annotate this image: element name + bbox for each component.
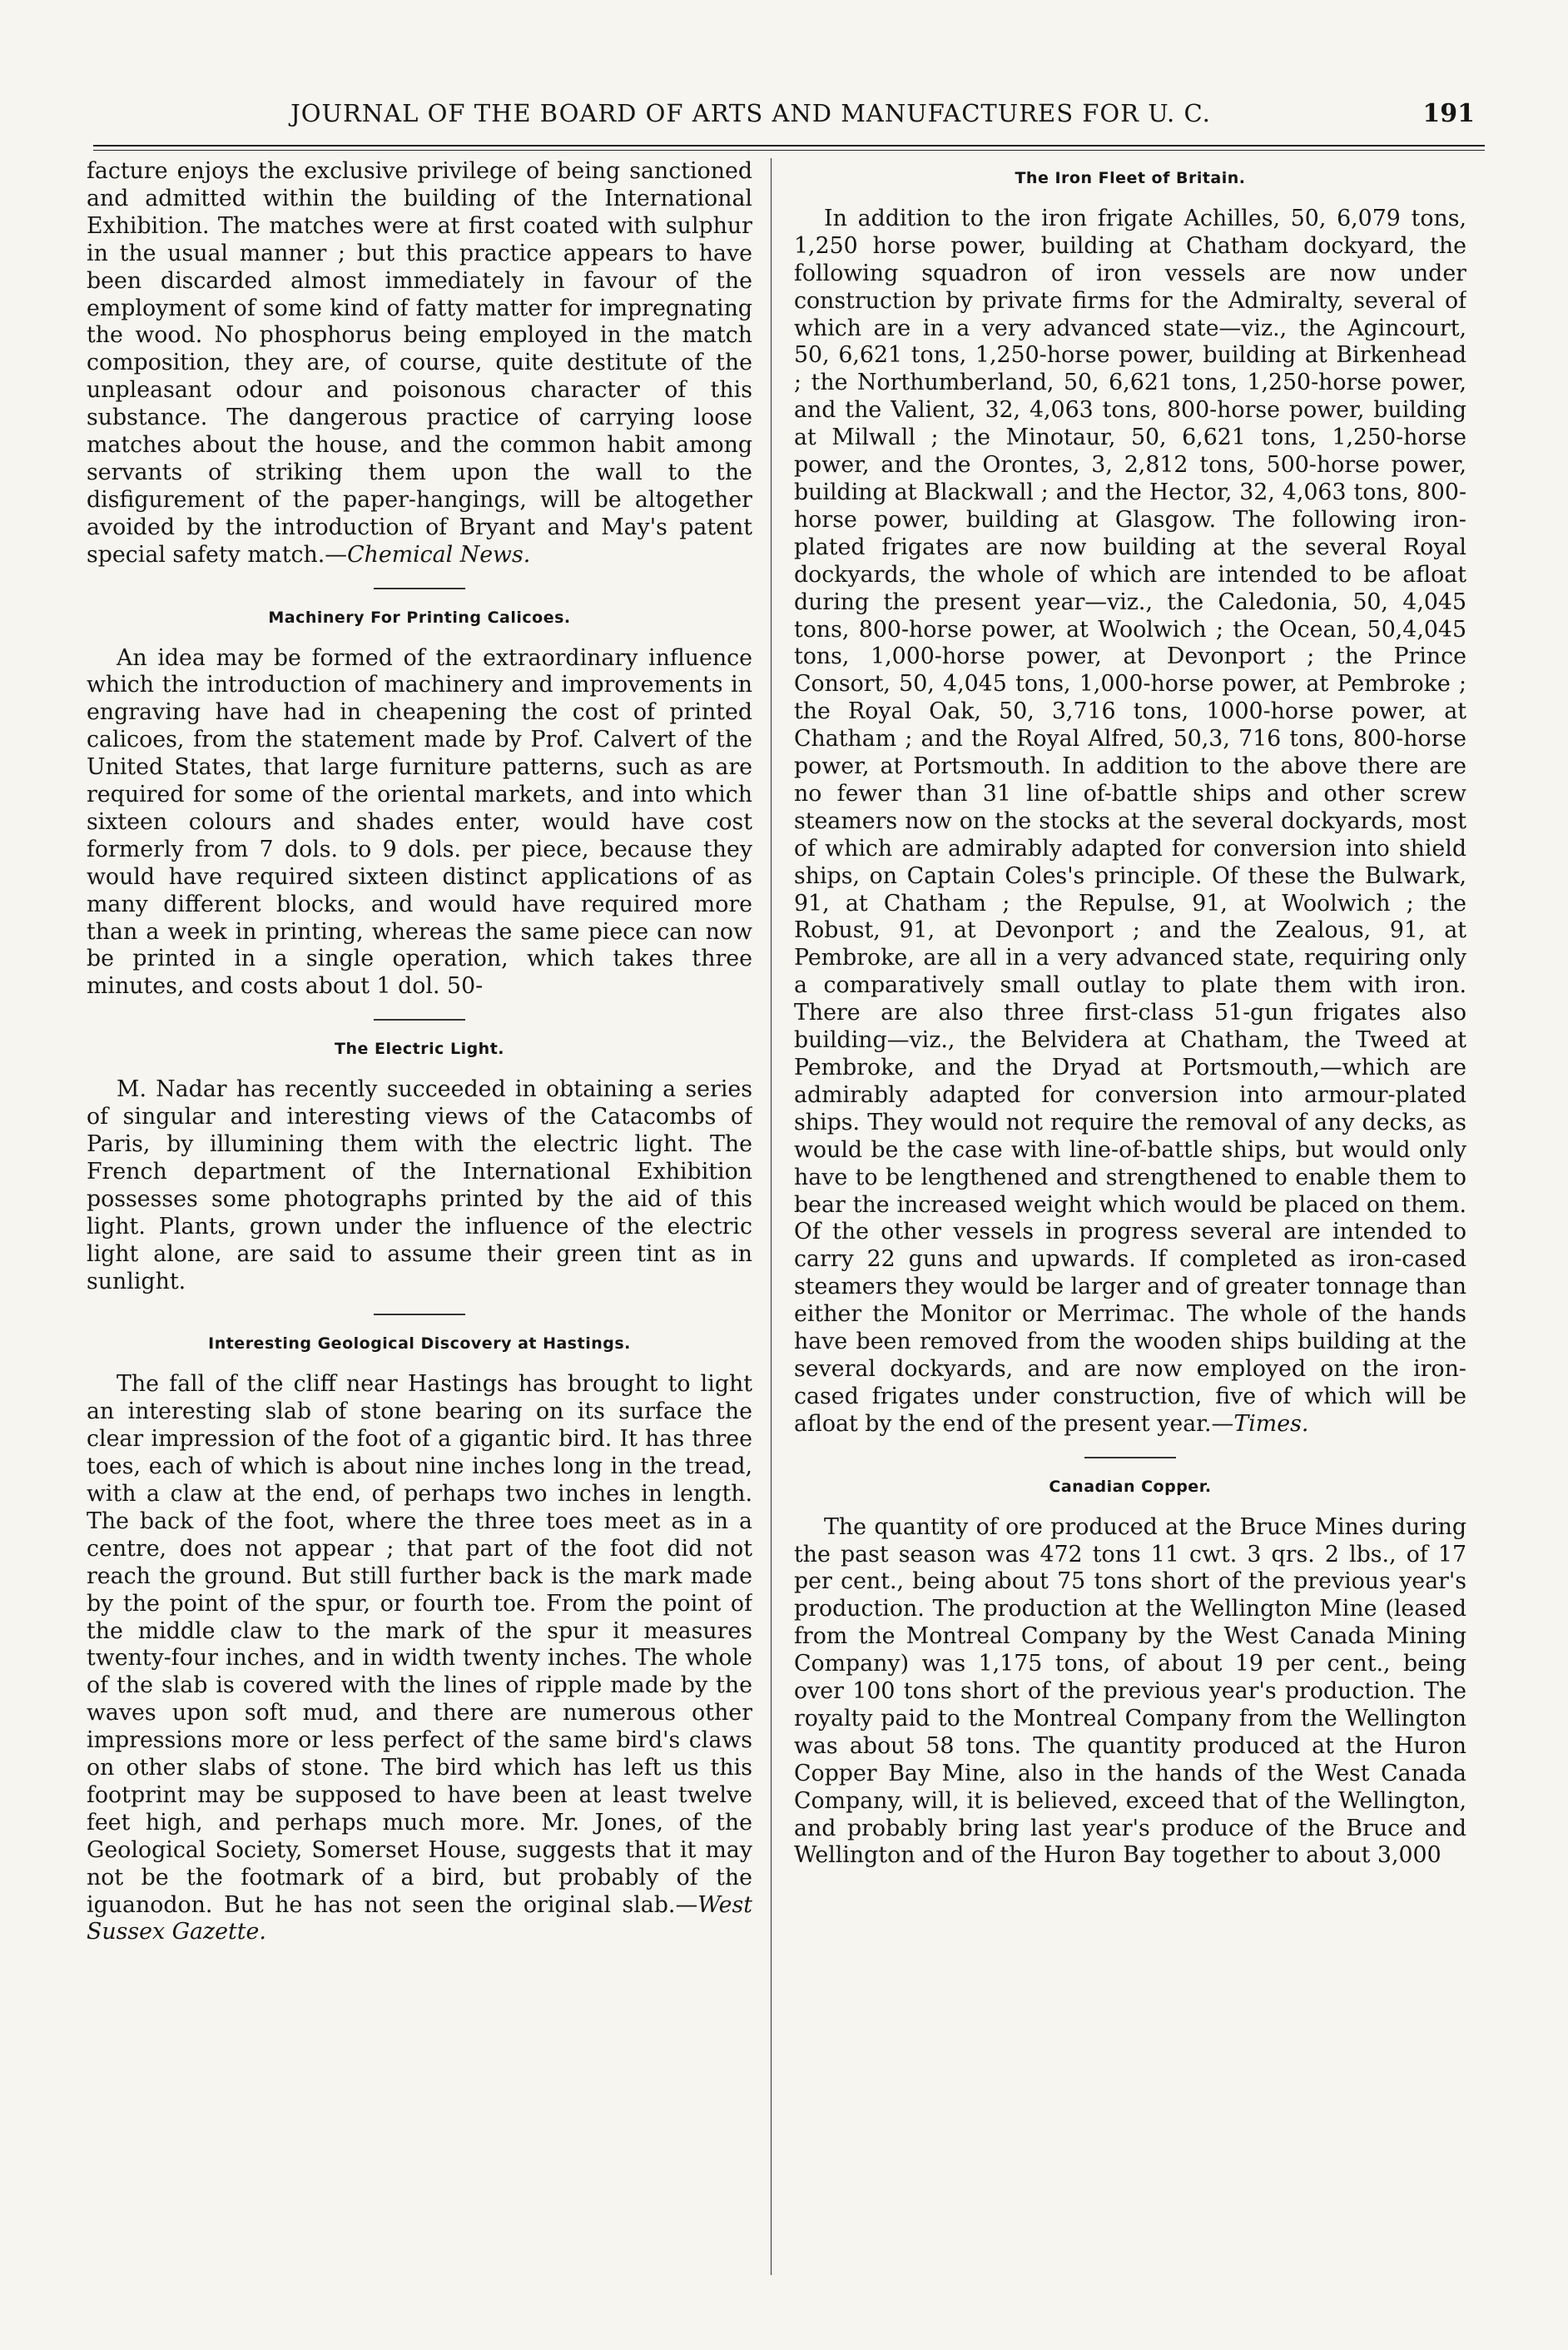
article-body [794,206,1466,1438]
journal-title: JOURNAL OF THE BOARD OF ARTS AND MANUFACTURES FOR U. C. [290,99,1211,127]
article-citation: Chemical News. [347,541,531,568]
article-text: The fall of the cliff near Hastings has brought to light an interesting slab of stone bearing on its surface the clear impression of the foot of a gigantic bird. It has three toes, each of which is about nine inches long in the tread, with a claw at the end, of perhaps two inches in length. The back of the foot, where the three toes meet as in a centre, does not appear ; that part of the foot did not reach the ground. But still further back is the mark made by the point of the spur, or fourth toe. From the point of the middle claw to the mark of the spur it measures twenty-four inches, and in width twenty inches. The whole of the slab is covered with the lines of ripple made by the waves upon soft mud, and there are numerous other impressions more or less perfect of the same bird's claws on other slabs of stone. The bird which has left us this footprint may be supposed to have been at least twelve feet high, and perhaps much more. Mr. Jones, of the Geological Society, Somerset House, suggests that it may not be the footmark of a bird, but probably of the iguanodon. But he has not seen the original slab.— [87,1371,752,1918]
section-divider [374,1314,465,1315]
article-body [87,1371,752,1946]
header-rule-thin [93,150,1485,151]
article-text: In addition to the iron frigate Achilles, 50, 6,079 tons, 1,250 horse power, building at Chatham dockyard, the following squadron of iron vessels are now under construction by private firms for the Admiralty, several of which are in a very advanced state—viz., the Agincourt, 50, 6,621 tons, 1,250-horse power, building at Birkenhead ; the Northumberland, 50, 6,621 tons, 1,250-horse power, and the Valient, 32, 4,063 tons, 800-horse power, building at Milwall ; the Minotaur, 50, 6,621 tons, 1,250-horse power, and the Orontes, 3, 2,812 tons, 500-horse power, building at Blackwall ; and the Hector, 32, 4,063 tons, 800-horse power, building at Glasgow. The following iron-plated frigates are now building at the several Royal dockyards, the whole of which are intended to be afloat during the present year—viz., the Caledonia, 50, 4,045 tons, 800-horse power, at Woolwich ; the Ocean, 50,4,045 tons, 1,000-horse power, at Devonport ; the Prince Consort, 50, 4,045 tons, 1,000-horse power, at Pembroke ; the Royal Oak, 50, 3,716 tons, 1000-horse power, at Chatham ; and the Royal Alfred, 50,3, 716 tons, 800-horse power, at Portsmouth. In addition to the above there are no fewer than 31 line of-battle ships and other screw steamers now on the stocks at the several dockyards, most of which are admirably adapted for conversion into shield ships, on Captain Coles's principle. Of these the Bulwark, 91, at Chatham ; the Repulse, 91, at Woolwich ; the Robust, 91, at Devonport ; and the Zealous, 91, at Pembroke, are all in a very advanced state, requiring only a comparatively small outlay to plate them with iron. There are also three first-class 51-gun frigates also building—viz., the Belvidera at Chatham, the Tweed at Pembroke, and the Dryad at Portsmouth,—which are admirably adapted for conversion into armour-plated ships. They would not require the removal of any decks, as would be the case with line-of-battle ships, but would only have to be lengthened and strengthened to enable them to bear the increased weight which would be placed on them. Of the other vessels in progress several are intended to carry 22 guns and upwards. If completed as iron-cased steamers they would be larger and of greater tonnage than either the Monitor or Merrimac. The whole of the hands have been removed from the wooden ships building at the several dockyards, and are now employed on the iron-cased frigates under construction, five of which will be afloat by the end of the present year.— [794,205,1466,1437]
article-citation: West Sussex Gazette. [87,1891,752,1945]
article-heading: The Iron Fleet of Britain. [1015,169,1246,187]
section-divider [1084,1457,1176,1458]
article-heading: Machinery For Printing Calicoes. [268,608,571,627]
section-divider [374,1019,465,1021]
page-number: 191 [1422,98,1475,128]
column-divider [771,158,772,2275]
article-heading: The Electric Light. [334,1040,505,1059]
article-continuation [87,158,752,569]
article-body: An idea may be formed of the extraordinary influence which the introduction of machinery and improvements in engraving have had in cheapening the cost of printed calicoes, from the statement made by Prof. Calvert of the United States, that large furniture patterns, such as are required for some of the oriental markets, and into which sixteen colours and shades enter, would have cost formerly from 7 dols. to 9 dols. per piece, because they would have required sixteen distinct applications of as many different blocks, and would have required more than a week in printing, whereas the same piece can now be printed in a single operation, which takes three minutes, and costs about 1 dol. 50- [87,644,752,1000]
continuation-text: facture enjoys the exclusive privilege of being sanctioned and admitted within the building of the International Exhibition. The matches were at first coated with sulphur in the usual manner ; but this practice appears to have been discarded almost immediately in favour of the employment of some kind of fatty matter for impregnating the wood. No phosphorus being employed in the match composition, they are, of course, quite destitute of the unpleasant odour and poisonous character of this substance. The dangerous practice of carrying loose matches about the house, and the common habit among servants of striking them upon the wall to the disfigurement of the paper-hangings, will be altogether avoided by the introduction of Bryant and May's patent special safety match.— [87,158,752,568]
running-head [93,90,1475,137]
article-body: M. Nadar has recently succeeded in obtaining a series of singular and interesting views of the Catacombs of Paris, by illumining them with the electric light. The French department of the International Exhibition possesses some photographs printed by the aid of this light. Plants, grown under the influence of the electric light alone, are said to assume their green tint as in sunlight. [87,1076,752,1294]
right-column [794,158,1466,2258]
section-divider [374,588,465,589]
article-citation: Times. [1233,1410,1309,1437]
header-rule [93,145,1485,147]
left-column [87,158,752,2258]
article-heading: Canadian Copper. [1049,1477,1212,1496]
article-heading: Interesting Geological Discovery at Hastings. [208,1334,631,1354]
article-body: The quantity of ore produced at the Bruce Mines during the past season was 472 tons 11 cwt. 3 qrs. 2 lbs., of 17 per cent., being about 75 tons short of the previous year's production. The production at the Wellington Mine (leased from the Montreal Company by the West Canada Mining Company) was 1,175 tons, of about 19 per cent., being over 100 tons short of the previous year's production. The royalty paid to the Montreal Company from the Wellington was about 58 tons. The quantity produced at the Huron Copper Bay Mine, also in the hands of the West Canada Company, will, it is believed, exceed that of the Wellington, and probably bring last year's produce of the Bruce and Wellington and of the Huron Bay together to about 3,000 [794,1513,1466,1869]
